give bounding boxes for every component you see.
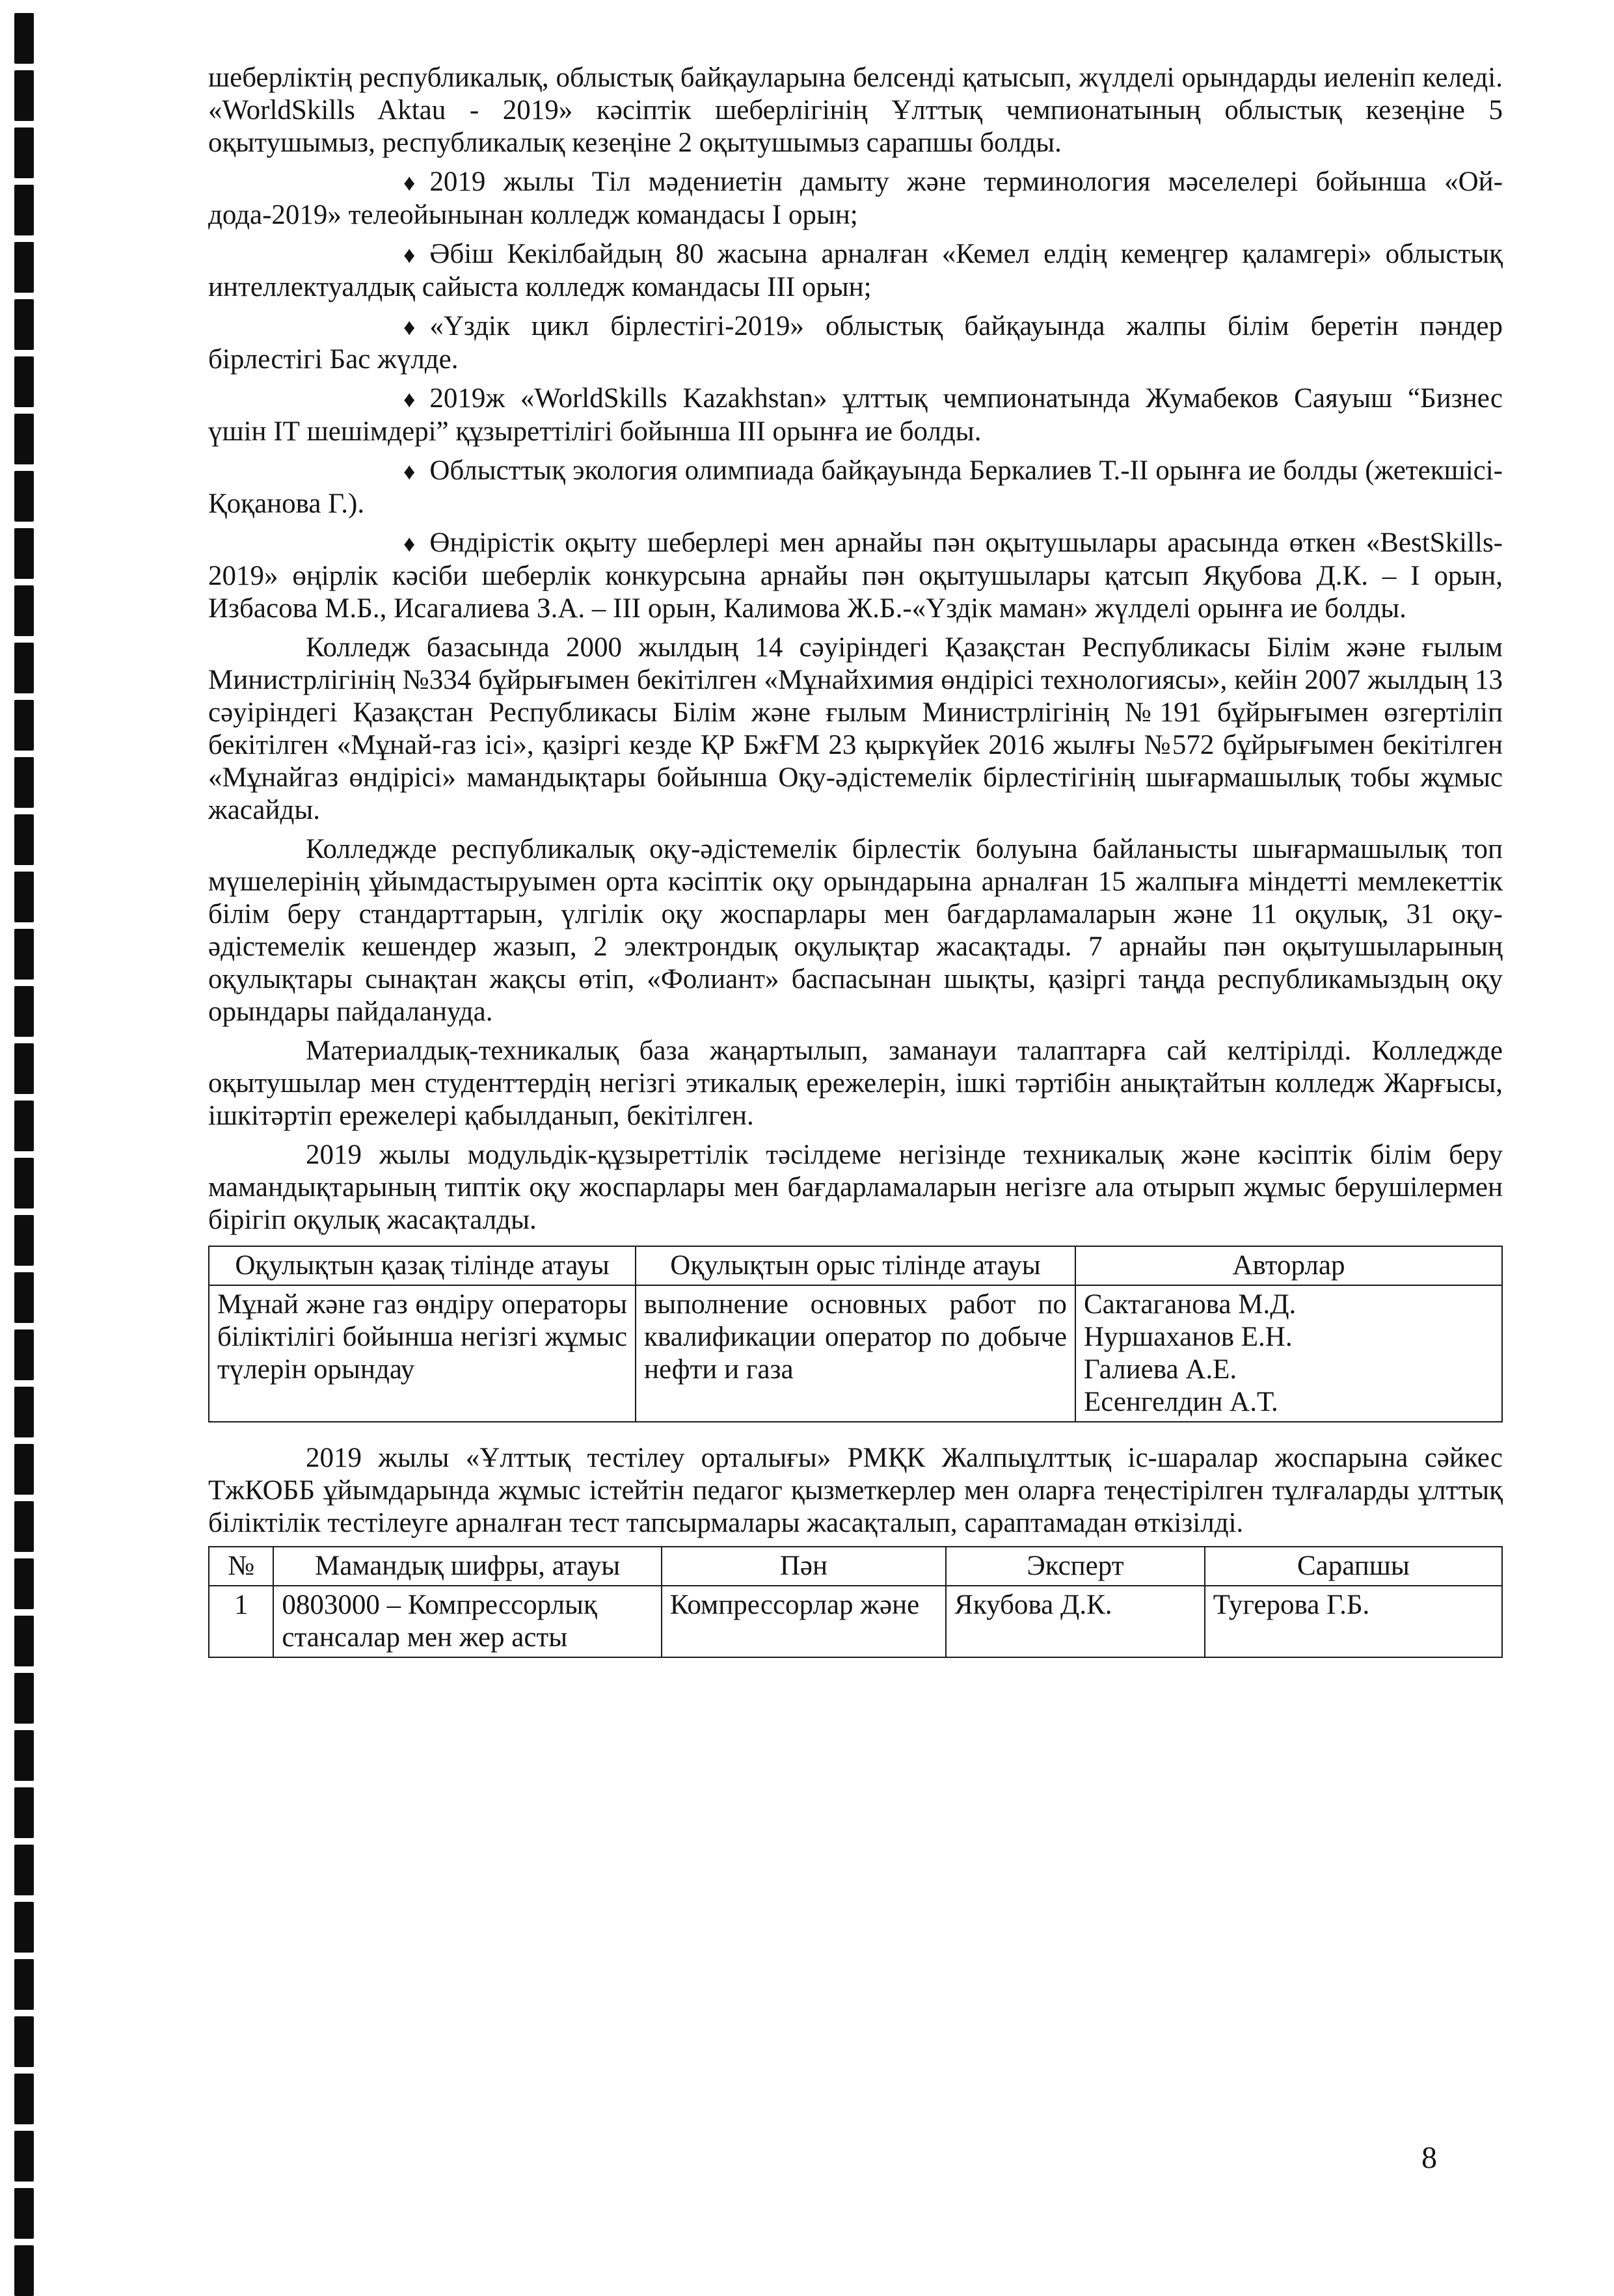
diamond-bullet-icon: ♦ (403, 386, 416, 412)
diamond-bullet-icon: ♦ (403, 459, 416, 485)
binding-hole (14, 2074, 34, 2124)
binding-hole (14, 1387, 34, 1437)
intro-paragraph: шеберліктің республикалық, облыстық байқауларына белсенді қатысып, жүлделі орындарды иеленіп келеді. «WorldSkills Aktau - 2019» кәсіптік шеберлігінің Ұлттық чемпионатының облыстық кезеңіне 5 оқытушымыз, республикалық кезеңіне 2 оқытушымыз сарапшы болды. (208, 62, 1503, 158)
binding-hole (14, 1215, 34, 1266)
author-name: Сактаганова М.Д. (1083, 1289, 1297, 1320)
binding-hole (14, 1158, 34, 1208)
binding-hole (14, 1616, 34, 1666)
binding-hole (14, 585, 34, 636)
binding-hole (14, 1501, 34, 1552)
binding-hole (14, 1101, 34, 1151)
binding-hole (14, 757, 34, 808)
column-header: Авторлар (1075, 1246, 1502, 1285)
modular-approach-paragraph: 2019 жылы модульдік-құзыреттілік тәсілдеме негізінде техникалық және кәсіптік білім беру мамандықтарының типтік оқу жоспарлары мен бағдарламаларын негізге ала отырып жұмыс берушілермен бірігіп оқулық жасақталды. (208, 1140, 1503, 1235)
binding-hole (14, 1444, 34, 1495)
testing-paragraph: 2019 жылы «Ұлттық тестілеу орталығы» РМҚК Жалпыұлттық іс-шаралар жоспарына сәйкес ТжКОББ ұйымдарында жұмыс істейтін педагог қызметкерлер мен оларға теңестірілген тұлғаларды ұлттық біліктілік тестілеуге арналған тест тапсырмалары жасақталып, сараптамадан өткізілді. (208, 1443, 1503, 1538)
column-header: Пән (662, 1547, 946, 1586)
award-item: ♦ Өндірістік оқыту шеберлері мен арнайы пән оқытушылары арасында өткен «BestSkills-2019» өңірлік кәсіби шеберлік конкурсына арнайы пән оқытушылары қатсып Яқубова Д.К. – І орын, Избасова М.Б., Исагалиева З.А. – ІІІ орын, Калимова Ж.Б.-«Үздік маман» жүлделі орынға ие болды. (208, 527, 1503, 624)
kazakh-title-cell: Мұнай және газ өндіру операторы біліктілігі бойынша негізгі жұмыс түлерін орындау (209, 1285, 636, 1422)
specialty-cell: 0803000 – Компрессорлық стансалар мен жер асты (273, 1586, 661, 1657)
binding-hole (14, 700, 34, 751)
binding-hole (14, 872, 34, 922)
binding-hole (14, 356, 34, 407)
table-row (209, 1586, 1502, 1657)
test-tasks-table (208, 1546, 1503, 1658)
binding-hole (14, 528, 34, 579)
binding-hole (14, 127, 34, 178)
binding-hole (14, 2016, 34, 2067)
award-item: ♦ 2019ж «WorldSkills Kazakhstan» ұлттық чемпионатында Жумабеков Саяуыш “Бизнес үшін ІТ шешімдері” құзыреттілігі бойынша ІІІ орынға ие болды. (208, 383, 1503, 447)
reviewer-cell: Тугерова Г.Б. (1205, 1586, 1502, 1657)
binding-hole (14, 814, 34, 865)
binding-hole (14, 2131, 34, 2182)
column-header: Эксперт (946, 1547, 1205, 1586)
page-content (208, 62, 1503, 1677)
college-base-paragraph: Колледж базасында 2000 жылдың 14 сәуіріндегі Қазақстан Республикасы Білім және ғылым Министрлігінің №334 бұйрығымен бекітілген «Мұнайхимия өндірісі технологиясы», кейін 2007 жылдың 13 сәуіріндегі Қазақстан Республикасы Білім және ғылым Министрлігінің №191 бұйрығымен өзгертіліп бекітілген «Мұнай-газ ісі», қазіргі кезде ҚР БжҒМ 23 қыркүйек 2016 жылғы №572 бұйрығымен бекітілген «Мұнайгаз өндірісі» мамандықтары бойынша Оқу-әдістемелік бірлестігінің шығармашылық тобы жұмыс жасайды. (208, 632, 1503, 825)
binding-hole (14, 1272, 34, 1323)
page-number: 8 (1421, 2141, 1437, 2175)
column-header: Оқулықтын орыс тілінде атауы (636, 1246, 1075, 1285)
author-name: Галиева А.Е. (1083, 1354, 1237, 1385)
binding-hole (14, 70, 34, 121)
diamond-bullet-icon: ♦ (403, 531, 416, 557)
binding-hole (14, 185, 34, 235)
row-number-cell: 1 (209, 1586, 273, 1657)
diamond-bullet-icon: ♦ (403, 170, 416, 196)
binding-hole (14, 13, 34, 64)
table-header-row (209, 1547, 1502, 1586)
award-item: ♦ 2019 жылы Тіл мәдениетін дамыту және терминология мәселелері бойынша «Ой-дода-2019» телеойынынан колледж командасы І орын; (208, 167, 1503, 230)
column-header: Оқулықтын қазақ тілінде атауы (209, 1246, 636, 1285)
binding-hole (14, 1959, 34, 2010)
binding-hole (14, 1787, 34, 1838)
binding-hole (14, 643, 34, 693)
binding-hole (14, 1329, 34, 1380)
subject-cell: Компрессорлар және (662, 1586, 946, 1657)
author-name: Нуршаханов Е.Н. (1083, 1322, 1293, 1352)
binding-hole (14, 1902, 34, 1953)
column-header: № (209, 1547, 273, 1586)
authors-cell (1075, 1285, 1502, 1422)
award-item: ♦ Облысттық экология олимпиада байқауында Беркалиев Т.-ІІ орынға ие болды (жетекшісі-Қоқанова Г.). (208, 455, 1503, 519)
diamond-bullet-icon: ♦ (403, 314, 416, 340)
binding-hole (14, 242, 34, 293)
column-header: Мамандық шифры, атауы (273, 1547, 661, 1586)
textbooks-table (208, 1246, 1503, 1422)
binding-hole (14, 414, 34, 464)
binding-hole (14, 1043, 34, 1094)
binding-hole (14, 2245, 34, 2296)
awards-list (208, 166, 1503, 625)
binding-holes (14, 0, 35, 2282)
table-header-row (209, 1246, 1502, 1285)
binding-hole (14, 1730, 34, 1781)
expert-cell: Якубова Д.К. (946, 1586, 1205, 1657)
methodological-paragraph: Колледжде республикалық оқу-әдістемелік бірлестік болуына байланысты шығармашылық топ мүшелерінің ұйымдастыруымен орта кәсіптік оқу орындарына арналған 15 жалпыға міндетті мемлекеттік білім беру стандарттарын, үлгілік оқу жоспарлары мен бағдарламаларын және 11 оқулық, 31 оқу-әдістемелік кешендер жазып, 2 электрондық оқулықтар жасақтады. 7 арнайы пән оқытушыларының оқулықтары сынақтан жақсы өтіп, «Фолиант» баспасынан шықты, қазіргі таңда республикамыздың оқу орындары пайдалануда. (208, 834, 1503, 1027)
binding-hole (14, 1673, 34, 1724)
binding-hole (14, 929, 34, 980)
binding-hole (14, 1845, 34, 1895)
binding-hole (14, 471, 34, 522)
binding-hole (14, 2188, 34, 2239)
russian-title-cell: выполнение основных работ по квалификации оператор по добыче нефти и газа (636, 1285, 1075, 1422)
table-row (209, 1285, 1502, 1422)
binding-hole (14, 986, 34, 1037)
material-base-paragraph: Материалдық-техникалық база жаңартылып, заманауи талаптарға сай келтірілді. Колледжде оқытушылар мен студенттердің негізгі этикалық ережелерін, ішкі тәртібін анықтайтын колледж Жарғысы, ішкітәртіп ережелері қабылданып, бекітілген. (208, 1035, 1503, 1131)
award-item: ♦ Әбіш Кекілбайдың 80 жасына арналған «Кемел елдің кемеңгер қаламгері» облыстық интеллектуалдық сайыста колледж командасы ІІІ орын; (208, 239, 1503, 302)
author-name: Есенгелдин А.Т. (1083, 1387, 1278, 1417)
column-header: Сарапшы (1205, 1547, 1502, 1586)
binding-hole (14, 299, 34, 350)
award-item: ♦ «Үздік цикл бірлестігі-2019» облыстық байқауында жалпы білім беретін пәндер бірлестігі Бас жүлде. (208, 311, 1503, 375)
binding-hole (14, 1558, 34, 1609)
diamond-bullet-icon: ♦ (403, 242, 416, 268)
